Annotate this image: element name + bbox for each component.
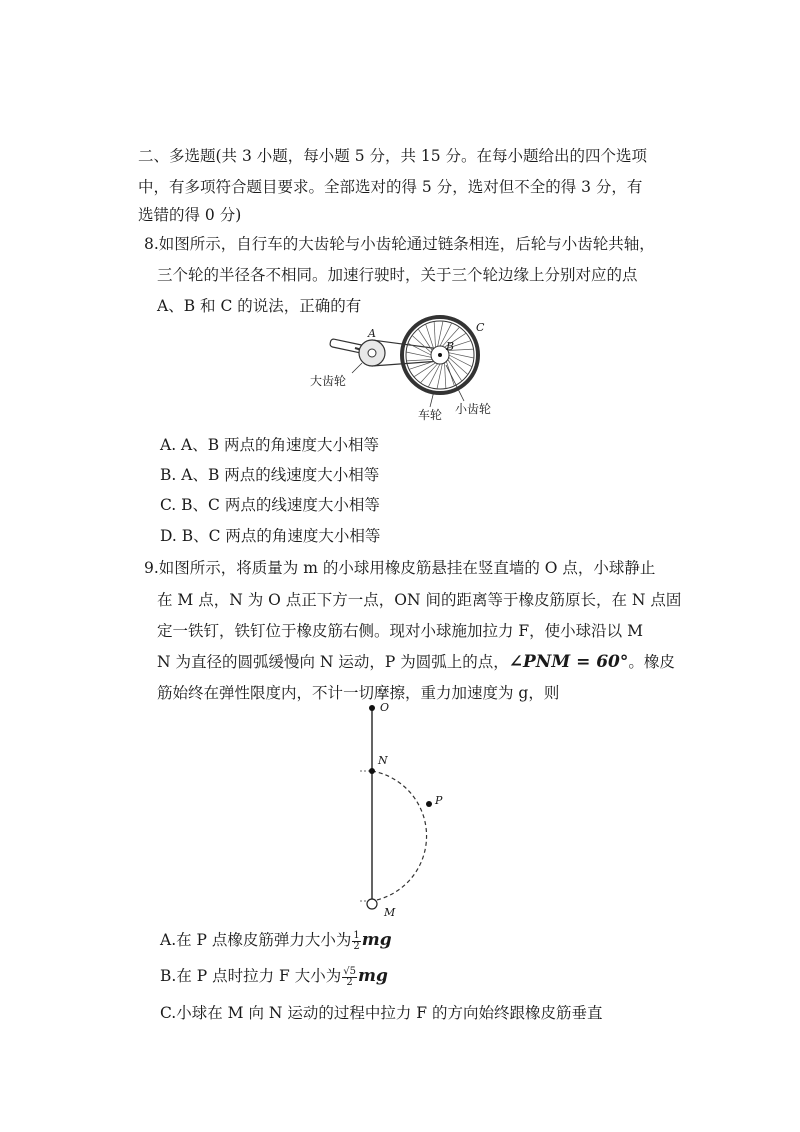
label-n: N <box>378 754 388 767</box>
big-gear-label: 大齿轮 <box>310 374 347 388</box>
section-header-line-2: 中，有多项符合题目要求。全部选对的得 5 分，选对但不全的得 3 分，有 <box>138 178 643 196</box>
q9-stem-line-3: 定一铁钉，铁钉位于橡皮筋右侧。现对小球施加拉力 F，使小球沿以 M <box>157 622 643 640</box>
arc-path <box>372 771 427 901</box>
q8-option-d: D. B、C 两点的角速度大小相等 <box>160 527 381 545</box>
point-p <box>426 801 432 807</box>
ball <box>367 899 377 909</box>
q9-option-b <box>160 966 388 988</box>
fraction-root5-half: $\frac{√5}{2}$ <box>343 965 356 988</box>
wheel-label: 车轮 <box>418 408 443 422</box>
wheel-spoke <box>449 353 474 358</box>
wheel-spoke <box>437 364 442 389</box>
label-m: M <box>384 906 396 919</box>
q8-stem-line-1: 8.如图所示，自行车的大齿轮与小齿轮通过链条相连，后轮与小齿轮共轴， <box>144 235 655 253</box>
fraction-one-half: $\frac{1}{2}$ <box>353 929 360 952</box>
bicycle-gear-figure <box>300 315 510 425</box>
q9-stem-line-4-tail: 。橡皮 <box>628 653 675 671</box>
q8-option-a: A. A、B 两点的角速度大小相等 <box>160 436 380 454</box>
wheel-spoke <box>434 322 435 348</box>
point-b-label: B <box>446 340 455 353</box>
q8-option-c: C. B、C 两点的线速度大小相等 <box>160 496 380 514</box>
rear-wheel <box>402 317 478 393</box>
q9-option-a <box>160 930 392 952</box>
big-gear-leader <box>352 363 362 373</box>
q9-stem-line-1: 9.如图所示，将质量为 m 的小球用橡皮筋悬挂在竖直墙的 O 点，小球静止 <box>144 559 656 577</box>
wheel-spoke <box>445 363 446 389</box>
q9-option-b-text: B.在 P 点时拉力 F 大小为 <box>160 967 342 985</box>
point-n <box>369 768 375 774</box>
wheel-spoke <box>406 352 431 357</box>
label-p: P <box>435 794 443 807</box>
point-c-label: C <box>476 321 485 334</box>
mg-term-a: mg <box>361 930 392 950</box>
wheel-spoke <box>438 321 443 346</box>
q9-stem-line-4-text: N 为直径的圆弧缓慢向 N 运动，P 为圆弧上的点， <box>157 653 509 671</box>
angle-expression: ∠PNM = 60° <box>508 652 629 672</box>
q9-stem-line-4 <box>157 652 675 672</box>
q9-option-c: C.小球在 M 向 N 运动的过程中拉力 F 的方向始终跟橡皮筋垂直 <box>160 1004 603 1022</box>
q8-option-b: B. A、B 两点的线速度大小相等 <box>160 466 380 484</box>
q8-stem-line-3: A、B 和 C 的说法，正确的有 <box>157 297 362 315</box>
q9-option-a-text: A.在 P 点橡皮筋弹力大小为 <box>160 931 352 949</box>
point-o <box>369 705 375 711</box>
point-a-label: A <box>368 327 376 340</box>
wheel-spoke <box>426 324 434 348</box>
rubber-band-figure <box>340 696 460 921</box>
q9-stem-line-5: 筋始终在弹性限度内，不计一切摩擦，重力加速度为 g，则 <box>157 684 560 702</box>
small-gear-label: 小齿轮 <box>455 402 492 416</box>
q9-stem-line-2: 在 M 点，N 为 O 点正下方一点，ON 间的距离等于橡皮筋原长，在 N 点固 <box>157 591 682 609</box>
section-header-line-3: 选错的得 0 分) <box>138 206 242 224</box>
section-header-line-1: 二、多选题(共 3 小题，每小题 5 分，共 15 分。在每小题给出的四个选项 <box>138 147 648 165</box>
label-o: O <box>380 701 390 714</box>
wheel-spoke <box>407 360 433 361</box>
q8-stem-line-2: 三个轮的半径各不相同。加速行驶时，关于三个轮边缘上分别对应的点 <box>157 266 638 284</box>
mg-term-b: mg <box>357 966 388 986</box>
big-gear <box>359 340 385 366</box>
